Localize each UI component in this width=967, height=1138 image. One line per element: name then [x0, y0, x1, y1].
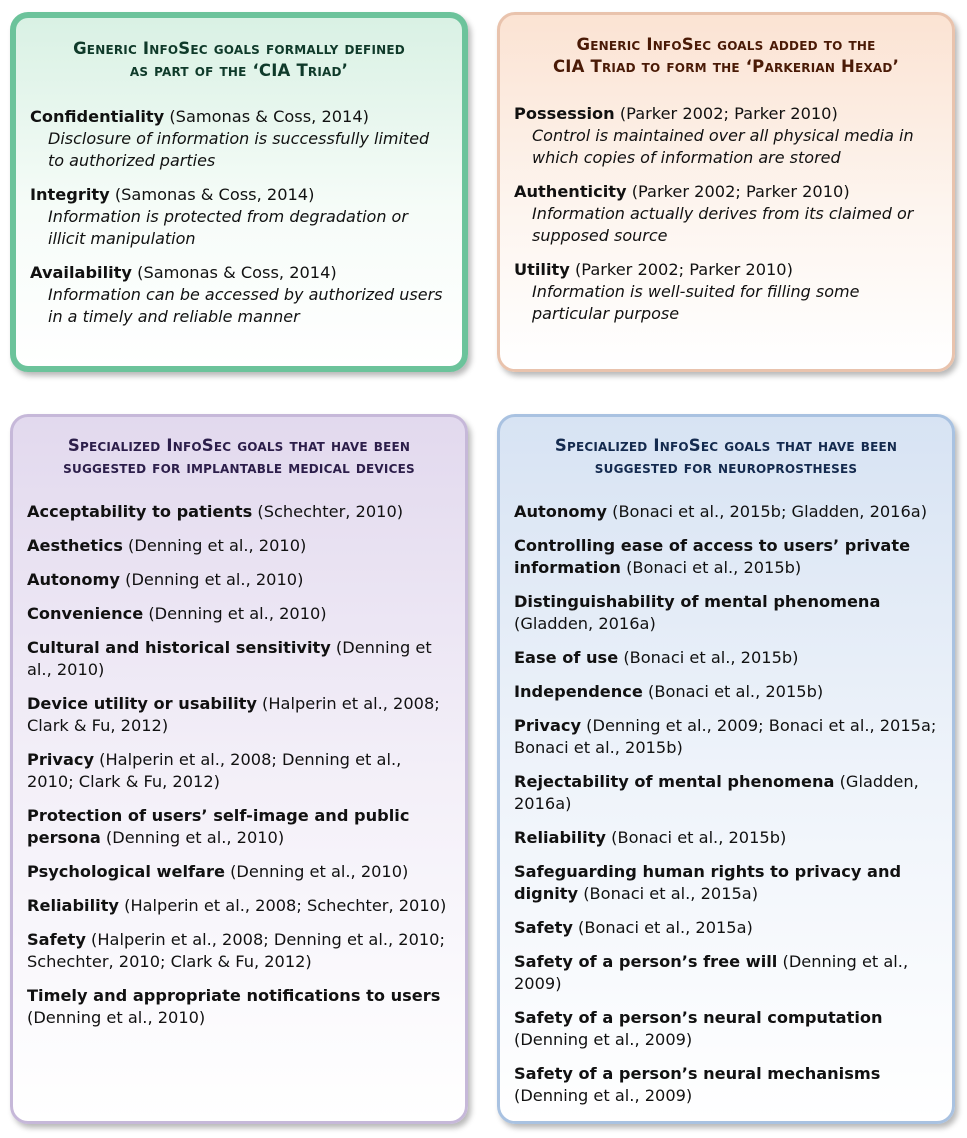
goal-description: Information is protected from degradation or illicit manipulation: [48, 207, 408, 248]
list-item: [514, 501, 940, 523]
list-item: [27, 569, 453, 591]
item-name: Privacy: [514, 716, 582, 735]
item-name: Safety: [27, 930, 86, 949]
goal-ref: (Samonas & Coss, 2014): [109, 185, 315, 204]
item-ref: (Gladden, 2016a): [514, 772, 919, 813]
item-ref: (Bonaci et al., 2015b): [606, 828, 787, 847]
list-item: [514, 647, 940, 669]
item-ref: (Denning et al., 2010): [27, 1008, 206, 1027]
goal-utility: [514, 259, 940, 325]
item-ref: (Denning et al., 2010): [27, 638, 432, 679]
goal-name: Authenticity: [514, 182, 627, 201]
item-name: Cultural and historical sensitivity: [27, 638, 331, 657]
goal-description: Control is maintained over all physical media in which copies of information are stored: [532, 126, 914, 167]
item-name: Safety: [514, 918, 573, 937]
item-name: Autonomy: [27, 570, 120, 589]
item-name: Protection of users’ self-image and public persona: [27, 806, 410, 847]
item-name: Independence: [514, 682, 643, 701]
item-ref: (Schechter, 2010): [252, 502, 404, 521]
item-ref: (Halperin et al., 2008; Clark & Fu, 2012): [27, 694, 440, 735]
item-name: Reliability: [514, 828, 606, 847]
list-item: [514, 771, 940, 815]
item-ref: (Bonaci et al., 2015a): [578, 884, 759, 903]
goal-description: Disclosure of information is successfully limited to authorized parties: [48, 129, 430, 170]
item-ref: (Denning et al., 2009; Bonaci et al., 2015a; Bonaci et al., 2015b): [514, 716, 937, 757]
list-item: [514, 591, 940, 635]
goal-name: Possession: [514, 104, 615, 123]
goal-integrity: [30, 184, 450, 250]
item-name: Reliability: [27, 896, 119, 915]
item-ref: (Denning et al., 2010): [119, 570, 304, 589]
list-item: [27, 861, 453, 883]
list-item: [27, 805, 453, 849]
item-ref: (Denning et al., 2009): [514, 1030, 693, 1049]
list-item: [27, 929, 453, 973]
item-name: Acceptability to patients: [27, 502, 253, 521]
goal-description: Information actually derives from its claimed or supposed source: [532, 204, 914, 245]
goal-ref: (Samonas & Coss, 2014): [164, 107, 369, 126]
cia-title-line1: Generic InfoSec goals formally defined: [73, 39, 405, 58]
item-name: Convenience: [27, 604, 144, 623]
goal-ref: (Samonas & Coss, 2014): [131, 263, 337, 282]
item-ref: (Bonaci et al., 2015b): [642, 682, 824, 701]
imd-goals-panel: [10, 414, 468, 1124]
cia-triad-title: [30, 38, 448, 82]
item-ref: (Denning et al., 2009): [514, 952, 909, 993]
list-item: [27, 501, 453, 523]
item-name: Device utility or usability: [27, 694, 257, 713]
goal-ref: (Parker 2002; Parker 2010): [569, 260, 793, 279]
cia-goal-list: [30, 106, 450, 340]
item-name: Safety of a person’s neural computation: [514, 1008, 883, 1027]
item-ref: (Denning et al., 2009): [514, 1086, 693, 1105]
list-item: [27, 895, 453, 917]
item-name: Aesthetics: [27, 536, 123, 555]
item-ref: (Gladden, 2016a): [514, 614, 656, 633]
item-ref: (Halperin et al., 2008; Denning et al., 2010; Clark & Fu, 2012): [27, 750, 402, 791]
item-name: Safeguarding human rights to privacy and dignity: [514, 862, 902, 903]
parkerian-title-line1: Generic InfoSec goals added to the: [576, 35, 876, 54]
imd-title: [27, 435, 451, 479]
goal-name: Availability: [30, 263, 132, 282]
list-item: [514, 827, 940, 849]
list-item: [514, 681, 940, 703]
list-item: [27, 749, 453, 793]
item-name: Psychological welfare: [27, 862, 225, 881]
goal-ref: (Parker 2002; Parker 2010): [614, 104, 838, 123]
list-item: [27, 603, 453, 625]
item-ref: (Bonaci et al., 2015b; Gladden, 2016a): [606, 502, 928, 521]
cia-title-line2: as part of the ‘CIA Triad’: [129, 61, 349, 80]
goal-authenticity: [514, 181, 940, 247]
item-name: Timely and appropriate notifications to users: [27, 986, 441, 1005]
goal-name: Integrity: [30, 185, 110, 204]
list-item: [514, 535, 940, 579]
list-item: [514, 1007, 940, 1051]
goal-availability: [30, 262, 450, 328]
item-name: Rejectability of mental phenomena: [514, 772, 835, 791]
goal-name: Confidentiality: [30, 107, 165, 126]
imd-goal-list: [27, 501, 453, 1041]
neuro-title-line1: Specialized InfoSec goals that have been: [554, 436, 898, 455]
item-ref: (Denning et al., 2010): [143, 604, 327, 623]
item-ref: (Denning et al., 2010): [224, 862, 409, 881]
goal-ref: (Parker 2002; Parker 2010): [626, 182, 850, 201]
item-name: Safety of a person’s free will: [514, 952, 778, 971]
imd-title-line2: suggested for implantable medical devices: [63, 458, 415, 477]
item-ref: (Halperin et al., 2008; Denning et al., 2010; Schechter, 2010; Clark & Fu, 2012): [27, 930, 445, 971]
neuro-title-line2: suggested for neuroprostheses: [594, 458, 858, 477]
goal-confidentiality: [30, 106, 450, 172]
item-ref: (Halperin et al., 2008; Schechter, 2010): [119, 896, 447, 915]
item-name: Ease of use: [514, 648, 619, 667]
parkerian-hexad-panel: [497, 12, 955, 372]
item-ref: (Denning et al., 2010): [100, 828, 285, 847]
goal-possession: [514, 103, 940, 169]
list-item: [514, 1063, 940, 1107]
list-item: [27, 637, 453, 681]
list-item: [514, 917, 940, 939]
neuroprostheses-goals-panel: [497, 414, 955, 1124]
item-name: Controlling ease of access to users’ private information: [514, 536, 911, 577]
list-item: [27, 535, 453, 557]
list-item: [514, 861, 940, 905]
item-name: Safety of a person’s neural mechanisms: [514, 1064, 881, 1083]
item-ref: (Bonaci et al., 2015a): [572, 918, 753, 937]
item-ref: (Bonaci et al., 2015b): [618, 648, 799, 667]
cia-triad-panel: [10, 12, 468, 372]
item-ref: (Bonaci et al., 2015b): [620, 558, 802, 577]
item-name: Privacy: [27, 750, 95, 769]
list-item: [514, 951, 940, 995]
parkerian-title-line2: CIA Triad to form the ‘Parkerian Hexad’: [552, 57, 900, 76]
parkerian-goal-list: [514, 103, 940, 337]
item-name: Autonomy: [514, 502, 607, 521]
item-name: Distinguishability of mental phenomena: [514, 592, 881, 611]
list-item: [27, 693, 453, 737]
list-item: [514, 715, 940, 759]
goal-name: Utility: [514, 260, 570, 279]
neuro-goal-list: [514, 501, 940, 1119]
imd-title-line1: Specialized InfoSec goals that have been: [67, 436, 411, 455]
list-item: [27, 985, 453, 1029]
goal-description: Information can be accessed by authorized users in a timely and reliable manner: [48, 285, 443, 326]
item-ref: (Denning et al., 2010): [122, 536, 307, 555]
neuro-title: [514, 435, 938, 479]
goal-description: Information is well-suited for filling some particular purpose: [532, 282, 860, 323]
parkerian-title: [514, 34, 938, 78]
